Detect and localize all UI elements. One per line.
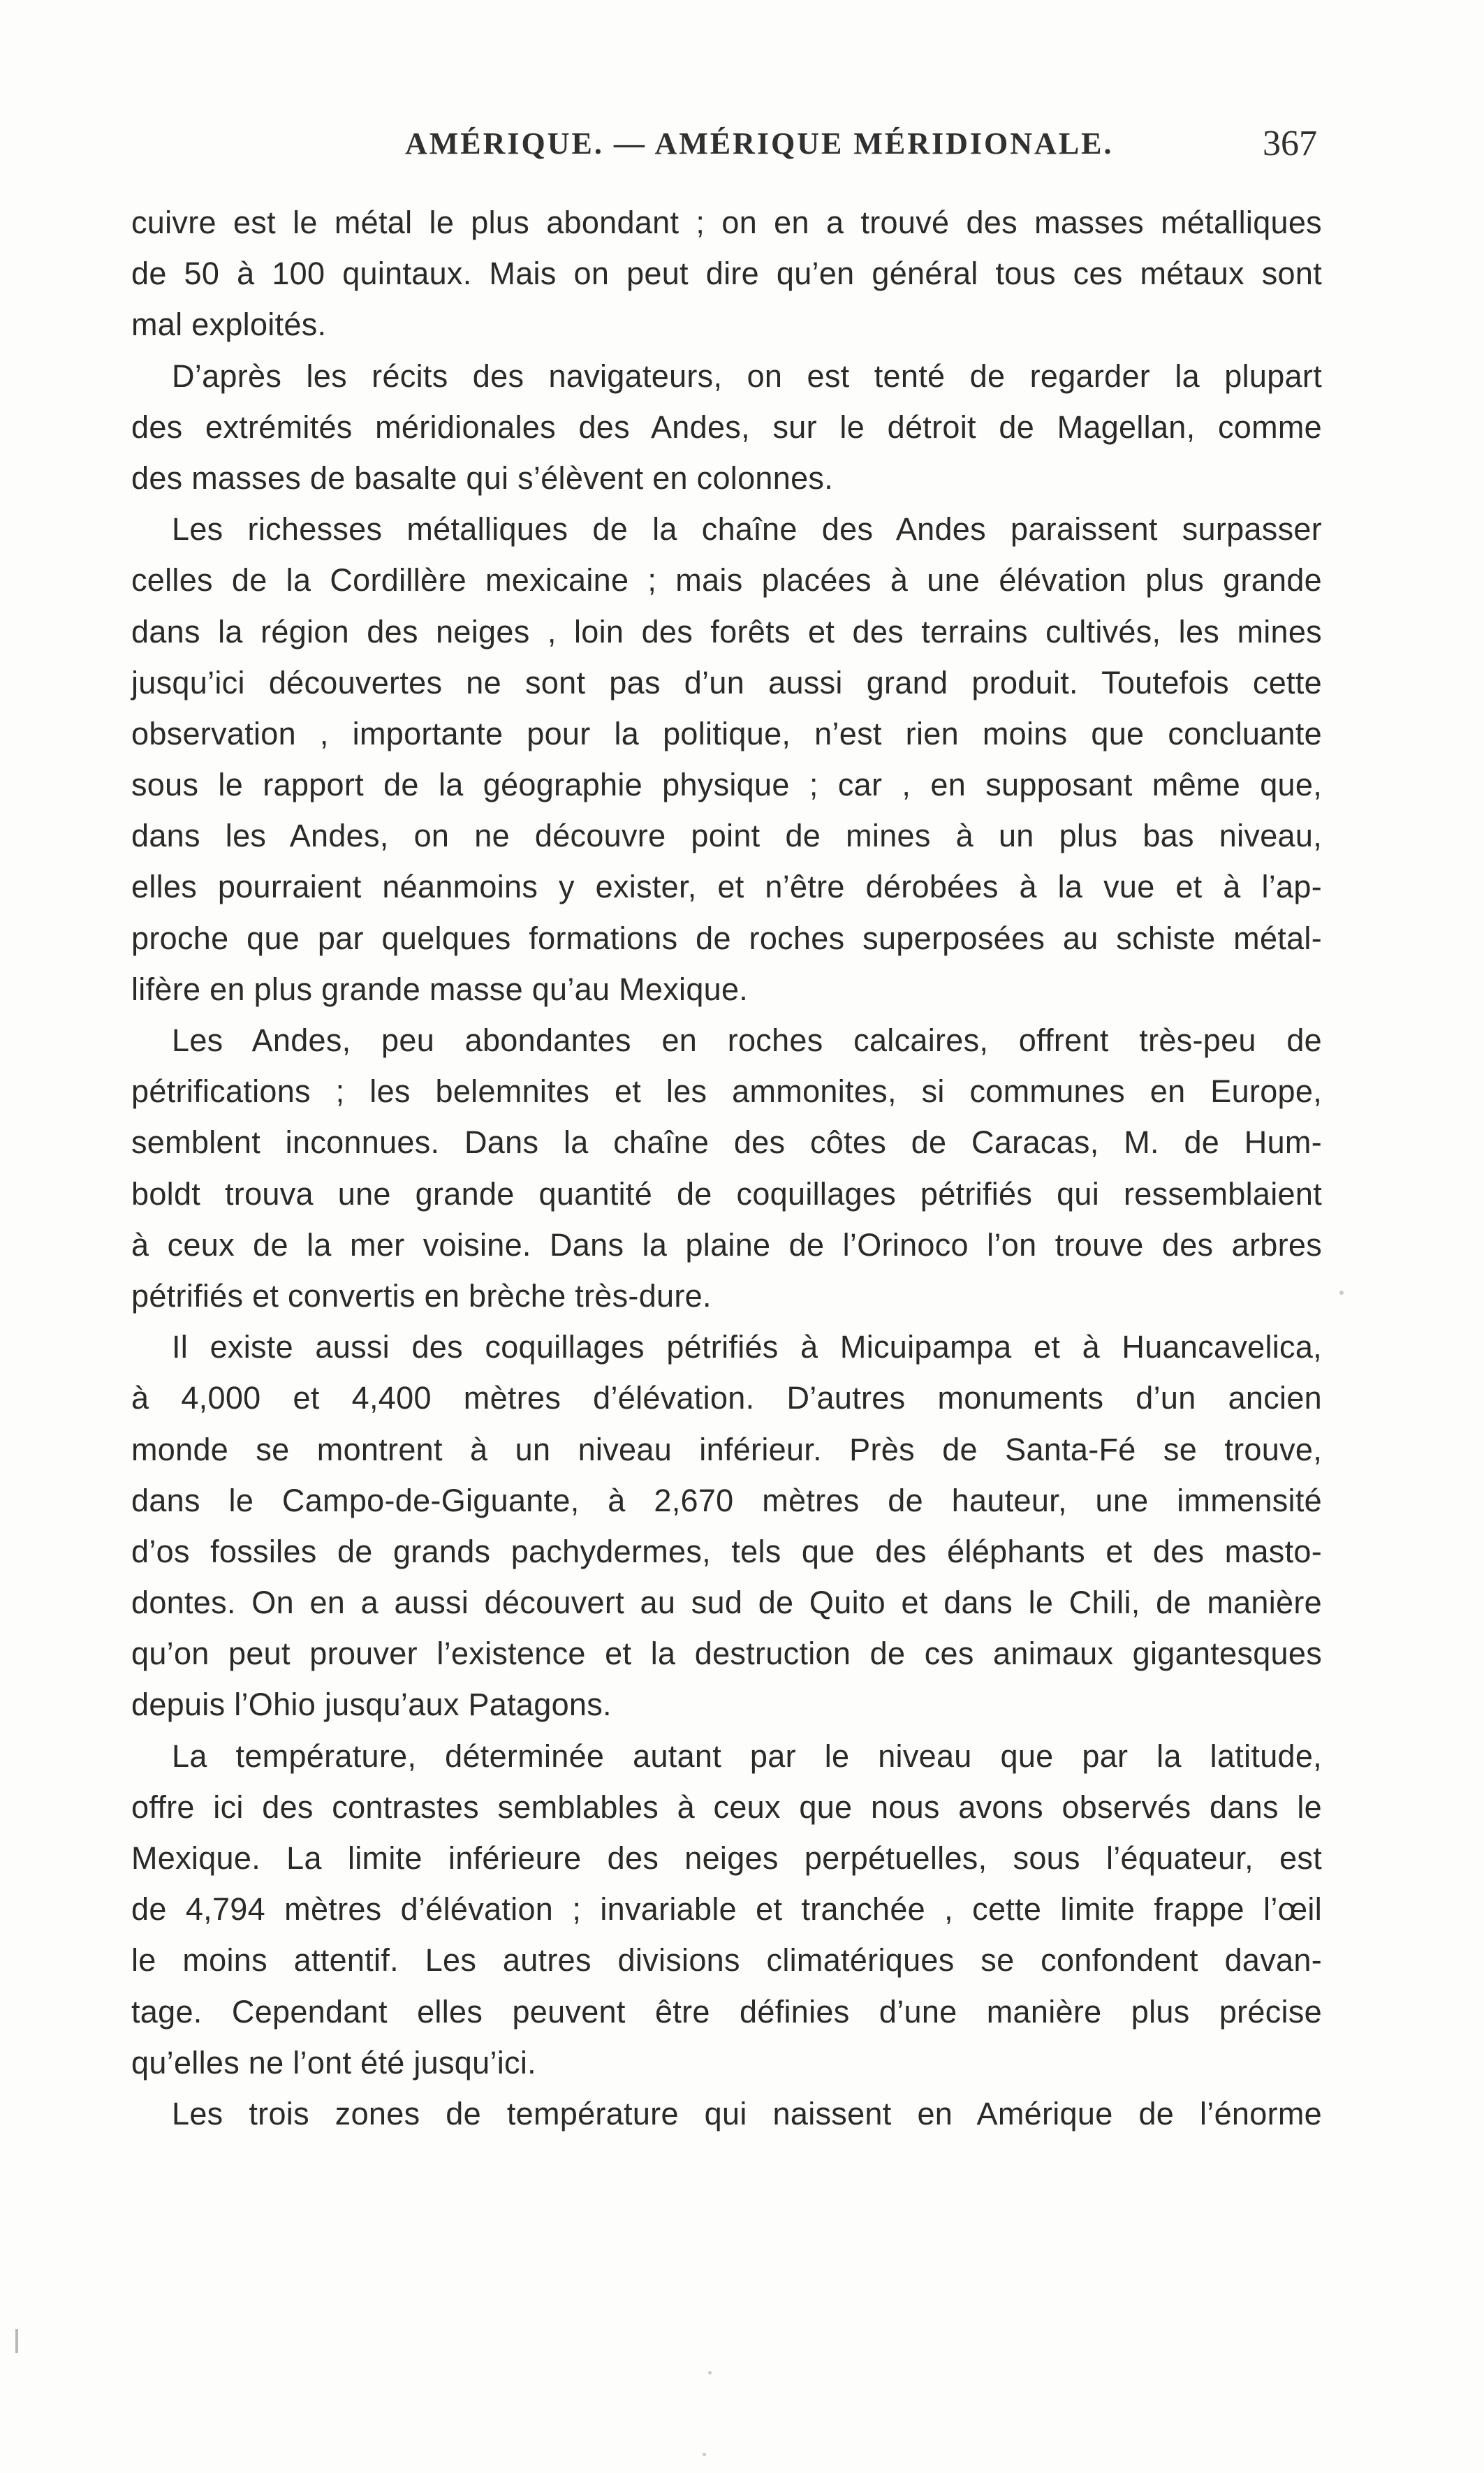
text-line: de 50 à 100 quintaux. Mais on peut dire qu’en général tous ces métaux sont: [131, 256, 1322, 292]
text-line: monde se montrent à un niveau inférieur. Près de Santa-Fé se trouve,: [131, 1431, 1322, 1467]
text-line: tage. Cependant elles peuvent être définies d’une manière plus précise: [131, 1993, 1322, 2030]
text-line: sous le rapport de la géographie physique ; car , en supposant même que,: [131, 767, 1322, 803]
paragraph-start-line: Les Andes, peu abondantes en roches calcaires, offrent très-peu de: [172, 1022, 1322, 1058]
text-line: semblent inconnues. Dans la chaîne des côtes de Caracas, M. de Hum-: [131, 1124, 1322, 1161]
text-line: elles pourraient néanmoins y exister, et n’être dérobées à la vue et à l’ap-: [131, 869, 1322, 905]
paper-speck: [708, 2371, 712, 2375]
page-number: 367: [1263, 124, 1317, 163]
text-line: à 4,000 et 4,400 mètres d’élévation. D’autres monuments d’un ancien: [131, 1380, 1322, 1416]
text-line: des extrémités méridionales des Andes, sur le détroit de Magellan, comme: [131, 409, 1322, 445]
text-line: pétrifications ; les belemnites et les ammonites, si communes en Europe,: [131, 1073, 1322, 1110]
text-line: qu’on peut prouver l’existence et la destruction de ces animaux gigantesques: [131, 1636, 1322, 1672]
text-line: le moins attentif. Les autres divisions climatériques se confondent davan-: [131, 1942, 1322, 1979]
text-line: dans les Andes, on ne découvre point de mines à un plus bas niveau,: [131, 818, 1322, 854]
text-line: à ceux de la mer voisine. Dans la plaine de l’Orinoco l’on trouve des arbres: [131, 1226, 1322, 1263]
text-line: dans le Campo-de-Giguante, à 2,670 mètres de hauteur, une immensité: [131, 1482, 1322, 1518]
paragraph-start-line: La température, déterminée autant par le niveau que par la latitude,: [172, 1738, 1322, 1774]
text-line: d’os fossiles de grands pachydermes, tels que des éléphants et des masto-: [131, 1533, 1322, 1569]
text-line: proche que par quelques formations de roches superposées au schiste métal-: [131, 920, 1322, 956]
text-line: des masses de basalte qui s’élèvent en colonnes.: [131, 460, 834, 496]
margin-mark: [15, 2329, 18, 2353]
paper-speck: [1339, 1291, 1344, 1295]
paragraph-start-line: Les trois zones de température qui naissent en Amérique de l’énorme: [172, 2095, 1322, 2131]
text-line: lifère en plus grande masse qu’au Mexique.: [131, 971, 749, 1007]
paragraph-start-line: Il existe aussi des coquillages pétrifiés à Micuipampa et à Huancavelica,: [172, 1329, 1322, 1365]
text-line: dontes. On en a aussi découvert au sud de Quito et dans le Chili, de manière: [131, 1585, 1322, 1621]
text-line: jusqu’ici découvertes ne sont pas d’un aussi grand produit. Toutefois cette: [131, 664, 1322, 700]
text-line: celles de la Cordillère mexicaine ; mais placées à une élévation plus grande: [131, 562, 1322, 599]
text-line: de 4,794 mètres d’élévation ; invariable et tranchée , cette limite frappe l’œil: [131, 1891, 1322, 1928]
text-line: qu’elles ne l’ont été jusqu’ici.: [131, 2044, 536, 2081]
text-line: depuis l’Ohio jusqu’aux Patagons.: [131, 1687, 612, 1723]
running-title: AMÉRIQUE. — AMÉRIQUE MÉRIDIONALE.: [405, 126, 1114, 161]
paragraph-start-line: Les richesses métalliques de la chaîne des Andes paraissent surpasser: [172, 511, 1322, 548]
paper-speck: [703, 2453, 706, 2456]
text-line: pétrifiés et convertis en brèche très-dure.: [131, 1277, 712, 1314]
text-line: boldt trouva une grande quantité de coquillages pétrifiés qui ressemblaient: [131, 1175, 1322, 1212]
text-line: offre ici des contrastes semblables à ceux que nous avons observés dans le: [131, 1789, 1322, 1825]
text-line: dans la région des neiges , loin des forêts et des terrains cultivés, les mines: [131, 613, 1322, 650]
text-line: Mexique. La limite inférieure des neiges perpétuelles, sous l’équateur, est: [131, 1840, 1322, 1876]
paragraph-start-line: D’après les récits des navigateurs, on est tenté de regarder la plupart: [172, 358, 1322, 394]
body-text: [131, 197, 1322, 2139]
text-line: cuivre est le métal le plus abondant ; on en a trouvé des masses métalliques: [131, 205, 1322, 240]
running-head: [131, 126, 1332, 175]
text-line: mal exploités.: [131, 307, 327, 343]
text-line: observation , importante pour la politique, n’est rien moins que concluante: [131, 715, 1322, 751]
